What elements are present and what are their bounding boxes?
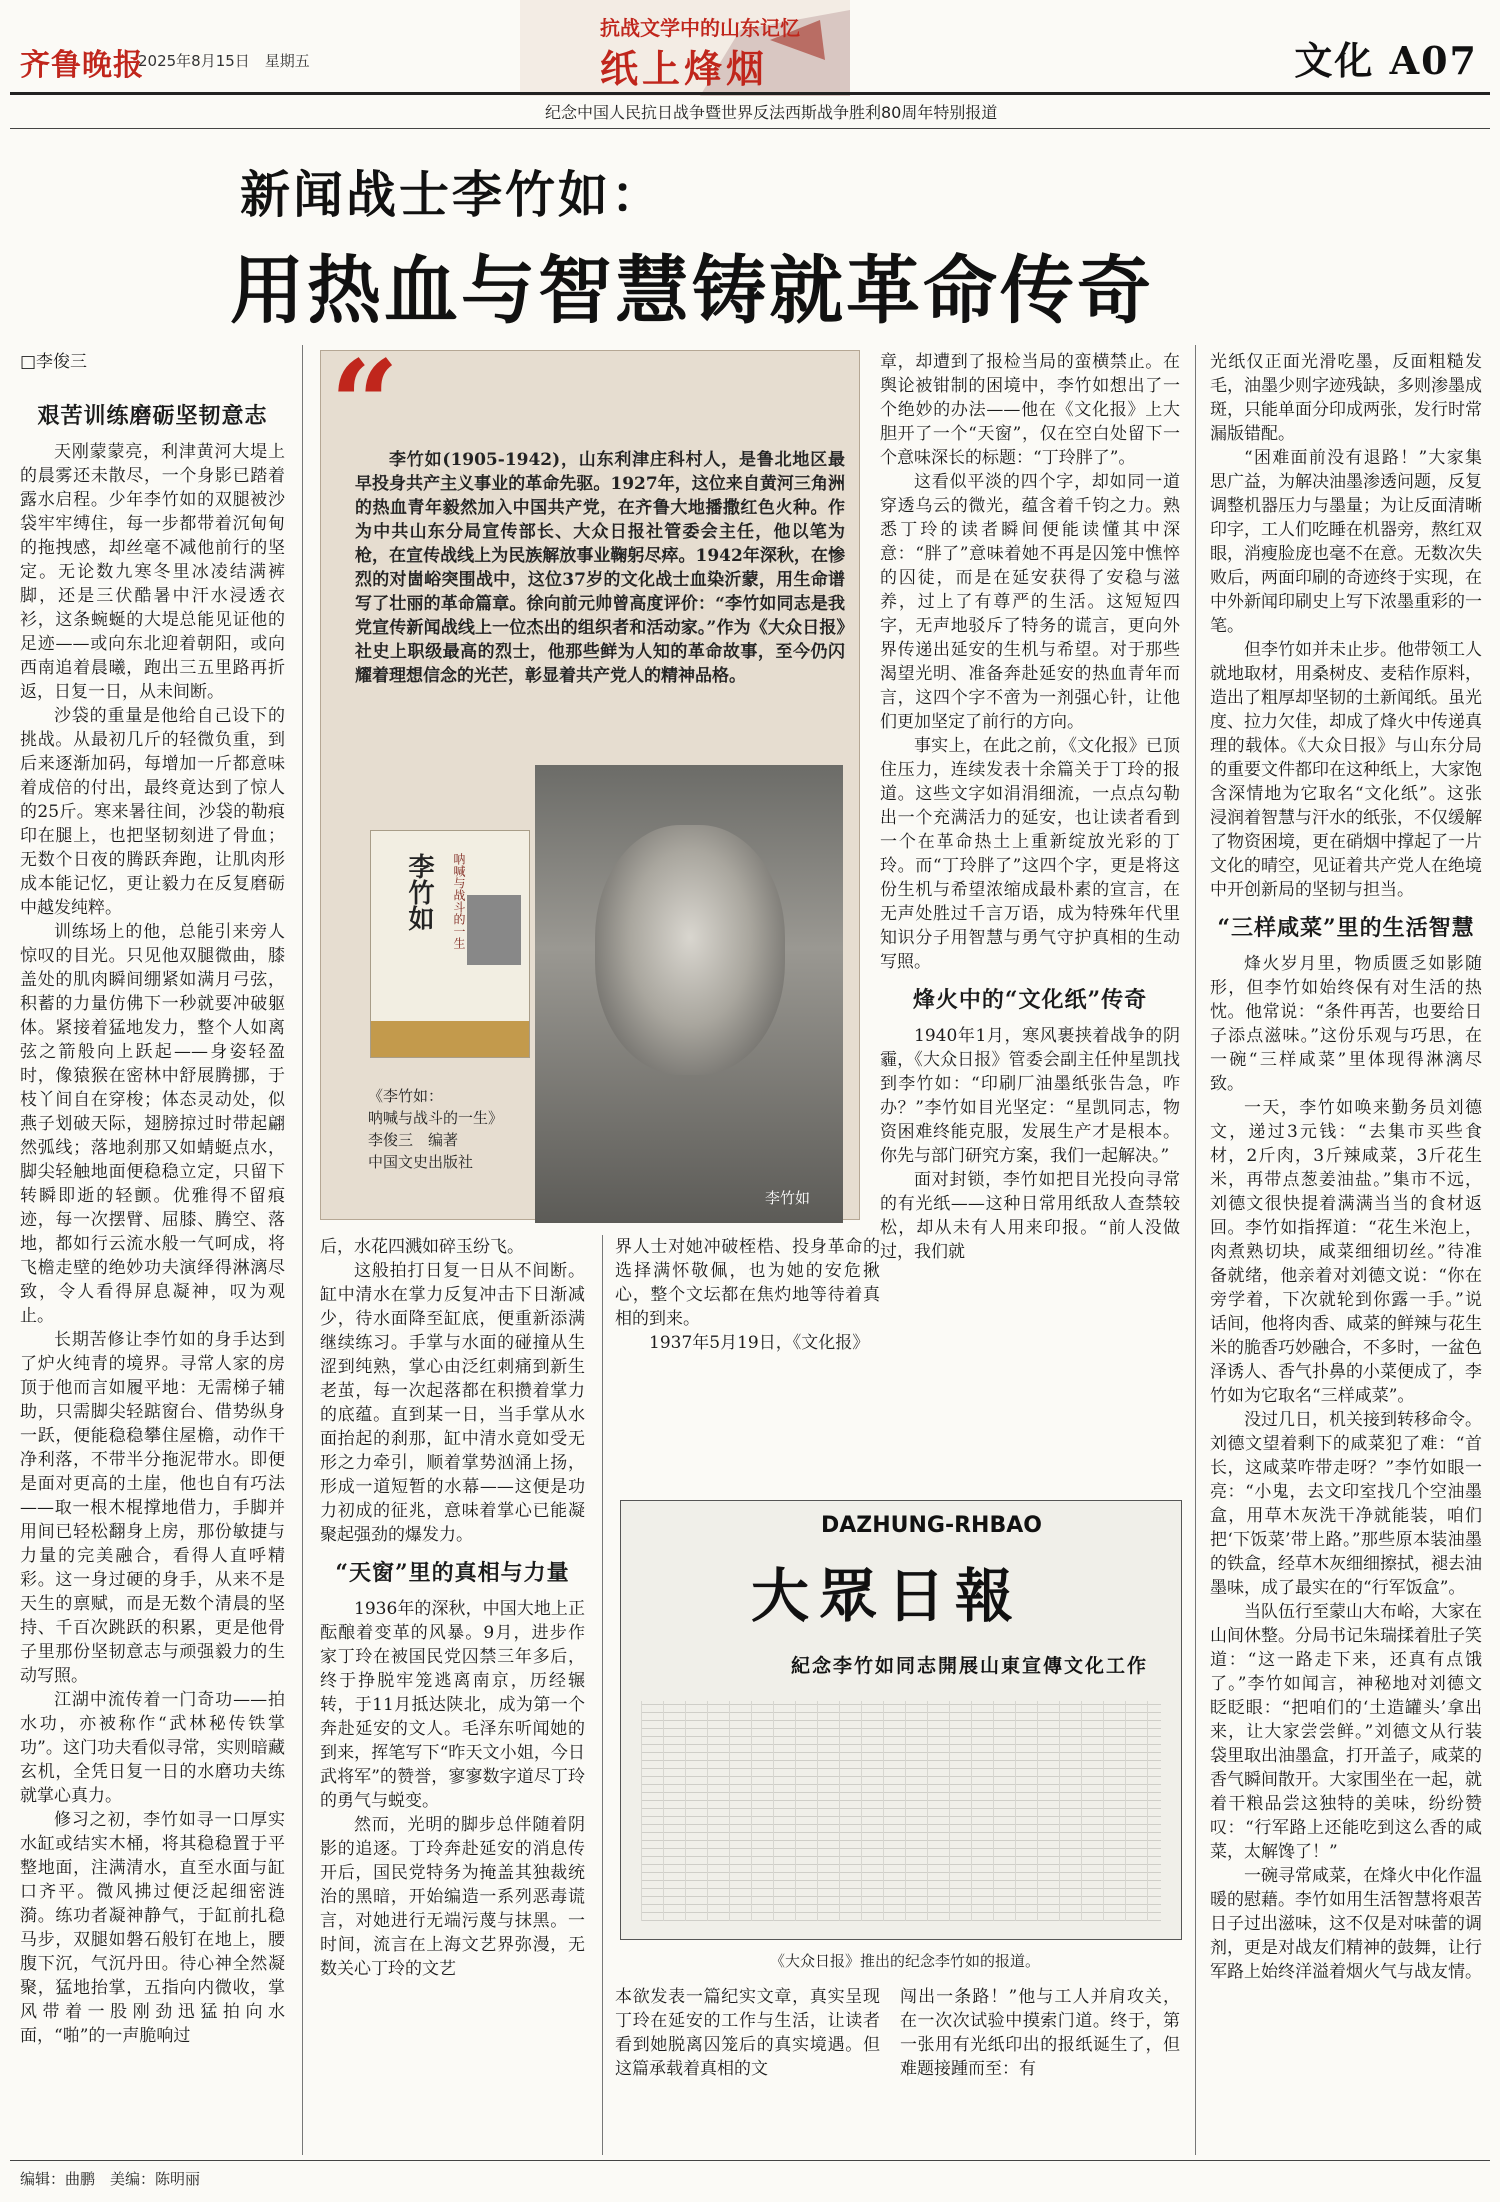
paragraph: 面对封锁，李竹如把目光投向寻常的有光纸——这种日常用纸敌人查禁较松，却从未有人用来印报。“前人没做过，我们就 xyxy=(880,1170,1180,1262)
section-heading-3: 烽火中的“文化纸”传奇 xyxy=(912,987,1148,1013)
book-cover-subtitle: 呐喊与战斗的一生 xyxy=(452,853,466,949)
column-5 xyxy=(1210,350,1482,2155)
paragraph-continued: 后，水花四溅如碎玉纷飞。 xyxy=(320,1237,524,1257)
headline-line1: 新闻战士李竹如： xyxy=(240,165,664,224)
section-heading-1: 艰苦训练磨砺坚韧意志 xyxy=(37,403,268,429)
book-caption-line: 李俊三 编著 xyxy=(368,1131,459,1149)
portrait-photo xyxy=(535,765,843,1223)
newspaper-caption: 《大众日报》推出的纪念李竹如的报道。 xyxy=(769,1952,1040,1970)
newspaper-headline: 紀念李竹如同志開展山東宣傳文化工作 xyxy=(791,1655,1149,1677)
column-divider xyxy=(1195,345,1196,2155)
newspaper-text-columns xyxy=(641,1701,1161,1921)
section-page-label: 文化 A07 xyxy=(1294,38,1478,83)
paragraph: 训练场上的他，总能引来旁人惊叹的目光。只见他双腿微曲，膝盖处的肌肉瞬间绷紧如满月弓弦，积蓄的力量仿佛下一秒就要冲破躯体。紧接着猛地发力，整个人如离弦之箭般向上跃起——身姿轻盈时，像猿猴在密林中舒展腾挪，于枝丫间自在穿梭；体态灵动处，似燕子划破天际，翅膀掠过时带起翩然弧线；落地刹那又如蜻蜓点水，脚尖轻触地面便稳稳立定，只留下转瞬即逝的轻颤。优雅得不留痕迹，每一次摆臂、屈膝、腾空、落地，都如行云流水般一气呵成，将飞檐走壁的绝妙功夫演绎得淋漓尽致，令人看得屏息凝神，叹为观止。 xyxy=(20,922,285,1326)
book-cover xyxy=(370,830,530,1058)
paragraph-continued: 界人士对她冲破桎梏、投身革命的选择满怀敬佩，也为她的安危揪心，整个文坛都在焦灼地等待着真相的到来。 xyxy=(615,1237,880,1329)
banner-subtitle: 抗战文学中的山东记忆 xyxy=(600,16,800,40)
paragraph: 1940年1月，寒风裹挟着战争的阴霾，《大众日报》管委会副主任仲星凯找到李竹如：“印刷厂油墨纸张告急，咋办？”李竹如目光坚定：“星凯同志，物资困难终能克服，发展生产才是根本。你先与部门研究方案，我们一起解决。” xyxy=(880,1026,1180,1166)
section-heading-4: “三样咸菜”里的生活智慧 xyxy=(1217,915,1475,941)
paragraph: 江湖中流传着一门奇功——拍水功，亦被称作“武林秘传铁掌功”。这门功夫看似寻常，实则暗藏玄机，全凭日复一日的水磨功夫练就掌心真力。 xyxy=(20,1690,285,1806)
book-caption-line: 中国文史出版社 xyxy=(368,1153,474,1171)
paragraph-continued: 本欲发表一篇纪实文章，真实呈现丁玲在延安的工作与生活，让读者看到她脱离囚笼后的真实境遇。但这篇承载着真相的文 xyxy=(615,1987,880,2079)
newspaper-romanized-name: DAZHUNG-RHBAO xyxy=(821,1513,1042,1538)
paragraph: 沙袋的重量是他给自己设下的挑战。从最初几斤的轻微负重，到后来逐渐加码，每增加一斤都意味着成倍的付出，最终竟达到了惊人的25斤。寒来暑往间，沙袋的勒痕印在腿上，也把坚韧刻进了骨血；无数个日夜的腾跃奔跑，让肌肉形成本能记忆，更让毅力在反复磨砺中越发纯粹。 xyxy=(20,706,285,918)
book-cover-photo xyxy=(467,895,521,965)
book-cover-band xyxy=(371,1021,529,1057)
column-4-bottom xyxy=(900,1985,1180,2155)
paragraph: 1937年5月19日，《文化报》 xyxy=(649,1333,870,1353)
column-3-lower xyxy=(615,1235,880,1475)
paragraph: 这看似平淡的四个字，却如同一道穿透乌云的微光，蕴含着千钧之力。熟悉丁玲的读者瞬间便能读懂其中深意：“胖了”意味着她不再是囚笼中憔悴的囚徒，而是在延安获得了安稳与滋养，过上了有尊严的生活。这短短四字，无声地驳斥了特务的谎言，更向外界传递出延安的生机与希望。对于那些渴望光明、准备奔赴延安的热血青年而言，这四个字不啻为一剂强心针，让他们更加坚定了前行的方向。 xyxy=(880,472,1180,732)
book-caption-line: 《李竹如： xyxy=(368,1087,444,1105)
intro-paragraph: 李竹如(1905-1942)，山东利津庄科村人，是鲁北地区最早投身共产主义事业的革命先驱。1927年，这位来自黄河三角洲的热血青年毅然加入中国共产党，在齐鲁大地播撒红色火种。作为中共山东分局宣传部长、大众日报社管委会主任，他以笔为枪，在宣传战线上为民族解放事业鞠躬尽瘁。1942年深秋，在惨烈的对崮峪突围战中，这位37岁的文化战士血染沂蒙，用生命谱写了壮丽的革命篇章。徐向前元帅曾高度评价：“李竹如同志是我党宣传新闻战线上一位杰出的组织者和活动家。”作为《大众日报》社史上职级最高的烈士，他那些鲜为人知的革命故事，至今仍闪耀着理想信念的光芒，彰显着共产党人的精神品格。 xyxy=(355,450,845,686)
top-rule xyxy=(10,92,1490,95)
byline: □李俊三 xyxy=(20,352,88,372)
editor-credits: 编辑：曲鹏 美编：陈明丽 xyxy=(20,2170,201,2188)
newspaper-logo: 齐鲁晚报 xyxy=(20,48,144,83)
footer-rule xyxy=(10,2160,1490,2161)
column-3-bottom xyxy=(615,1985,880,2155)
paragraph: 但李竹如并未止步。他带领工人就地取材，用桑树皮、麦秸作原料，造出了粗厚却坚韧的土新闻纸。虽光度、拉力欠佳，却成了烽火中传递真理的载体。《大众日报》与山东分局的重要文件都印在这种纸上，大家饱含深情地为它取名“文化纸”。这张浸润着智慧与汗水的纸张，不仅缓解了物资困境，更在硝烟中撑起了一片文化的晴空，见证着共产党人在绝境中开创新局的坚韧与担当。 xyxy=(1210,640,1482,900)
paragraph: 修习之初，李竹如寻一口厚实水缸或结实木桶，将其稳稳置于平整地面，注满清水，直至水面与缸口齐平。微风拂过便泛起细密涟漪。练功者凝神静气，于缸前扎稳马步，双腿如磐石般钉在地上，腰腹下沉，气沉丹田。待心神全然凝聚，猛地抬掌，五指向内微收，掌风带着一股刚劲迅猛拍向水面，“啪”的一声脆响过 xyxy=(20,1810,285,2046)
paragraph: 然而，光明的脚步总伴随着阴影的追逐。丁玲奔赴延安的消息传开后，国民党特务为掩盖其独裁统治的黑暗，开始编造一系列恶毒谎言，对她进行无端污蔑与抹黑。一时间，流言在上海文艺界弥漫，无数关心丁玲的文艺 xyxy=(320,1815,585,1979)
column-divider xyxy=(302,345,303,2155)
issue-date: 2025年8月15日 星期五 xyxy=(138,52,310,70)
column-3 xyxy=(880,350,1180,1480)
book-caption-line: 呐喊与战斗的一生》 xyxy=(368,1109,504,1127)
paragraph: 事实上，在此之前，《文化报》已顶住压力，连续发表十余篇关于丁玲的报道。这些文字如涓涓细流，一点点勾勒出一个充满活力的延安，也让读者看到一个在革命热土上重新绽放光彩的丁玲。而“丁玲胖了”这四个字，更是将这份生机与希望浓缩成最朴素的宣言，在无声处胜过千言万语，成为特殊年代里知识分子用智慧与勇气守护真相的生动写照。 xyxy=(880,736,1180,972)
paragraph-continued: 章，却遭到了报检当局的蛮横禁止。在舆论被钳制的困境中，李竹如想出了一个绝妙的办法——他在《文化报》上大胆开了一个“天窗”，仅在空白处留下一个意味深长的标题：“丁玲胖了”。 xyxy=(880,352,1180,468)
paragraph: 天刚蒙蒙亮，利津黄河大堤上的晨雾还未散尽，一个身影已踏着露水启程。少年李竹如的双腿被沙袋牢牢缚住，每一步都带着沉甸甸的拖拽感，却丝毫不减他前行的坚定。无论数九寒冬里冰凌结满裤脚，还是三伏酷暑中汗水浸透衣衫，这条蜿蜒的大堤总能见证他的足迹——或向东北迎着朝阳，或向西南追着晨曦，跑出三五里路再折返，日复一日，从未间断。 xyxy=(20,442,285,702)
special-report-line: 纪念中国人民抗日战争暨世界反法西斯战争胜利80周年特别报道 xyxy=(545,103,998,122)
newspaper-reproduction xyxy=(620,1500,1182,1940)
paragraph: 1936年的深秋，中国大地上正酝酿着变革的风暴。9月，进步作家丁玲在被国民党囚禁三年多后，终于挣脱牢笼逃离南京，历经辗转，于11月抵达陕北，成为第一个奔赴延安的文人。毛泽东听闻她的到来，挥笔写下“昨天文小姐，今日武将军”的赞誉，寥寥数字道尽丁玲的勇气与蜕变。 xyxy=(320,1599,585,1811)
headline-line2: 用热血与智慧铸就革命传奇 xyxy=(230,248,1154,334)
paragraph: 这般拍打日复一日从不间断。缸中清水在掌力反复冲击下日渐减少，待水面降至缸底，便重新添满继续练习。手掌与水面的碰撞从生涩到纯熟，掌心由泛红刺痛到新生老茧，每一次起落都在积攒着掌力的底蕴。直到某一日，当手掌从水面抬起的刹那，缸中清水竟如受无形之力牵引，顺着掌势汹涌上扬，形成一道短暂的水幕——这便是功力初成的征兆，意味着掌心已能凝聚起强劲的爆发力。 xyxy=(320,1261,585,1545)
intro-text xyxy=(355,448,845,688)
paragraph: 一碗寻常咸菜，在烽火中化作温暖的慰藉。李竹如用生活智慧将艰苦日子过出滋味，这不仅是对味蕾的调剂，更是对战友们精神的鼓舞，让行军路上始终洋溢着烟火气与战友情。 xyxy=(1210,1866,1482,1982)
book-caption xyxy=(368,1085,558,1173)
section-heading-2: “天窗”里的真相与力量 xyxy=(335,1560,570,1586)
column-divider xyxy=(602,1235,603,2155)
paragraph: 没过几日，机关接到转移命令。刘德文望着剩下的咸菜犯了难：“首长，这咸菜咋带走呀？”李竹如眼一亮：“小鬼，去文印室找几个空油墨盒，用草木灰洗干净就能装，咱们把‘下饭菜’带上路。”那些原本装油墨的铁盒，经草木灰细细擦拭，褪去油墨味，成了最实在的“行军饭盒”。 xyxy=(1210,1410,1482,1598)
banner-title: 纸上烽烟 xyxy=(600,46,769,91)
portrait-figure xyxy=(595,825,785,1075)
paragraph: 长期苦修让李竹如的身手达到了炉火纯青的境界。寻常人家的房顶于他而言如履平地：无需梯子辅助，只需脚尖轻踮窗台、借势纵身一跃，便能稳稳攀住屋檐，动作干净利落，不带半分拖泥带水。即便是面对更高的土崖，他也自有巧法——取一根木棍撑地借力，手脚并用间已轻松翻身上房，那份敏捷与力量的完美融合，看得人直呼精彩。这一身过硬的身手，从来不是天生的禀赋，而是无数个清晨的坚持、千百次跳跃的积累，更是他骨子里那份坚韧意志与顽强毅力的生动写照。 xyxy=(20,1330,285,1686)
paragraph-continued: 光纸仅正面光滑吃墨，反面粗糙发毛，油墨少则字迹残缺，多则渗墨成斑，只能单面分印成两张，发行时常漏版错配。 xyxy=(1210,352,1482,444)
paragraph: 当队伍行至蒙山大布峪，大家在山间休整。分局书记朱瑞揉着肚子笑道：“这一路走下来，还真有点饿了。”李竹如闻言，神秘地对刘德文眨眨眼：“把咱们的‘土造罐头’拿出来，让大家尝尝鲜。”刘德文从行装袋里取出油墨盒，打开盖子，咸菜的香气瞬间散开。大家围坐在一起，就着干粮品尝这独特的美味，纷纷赞叹：“行军路上还能吃到这么香的咸菜，太解馋了！” xyxy=(1210,1602,1482,1862)
paragraph: 一天，李竹如唤来勤务员刘德文，递过3元钱：“去集市买些食材，2斤肉，3斤辣咸菜，3斤花生米，再带点葱姜油盐。”集市不远，刘德文很快提着满满当当的食材返回。李竹如指挥道：“花生米泡上，肉煮熟切块，咸菜细细切丝。”待准备就绪，他亲着对刘德文说：“你在旁学着，下次就轮到你露一手。”说话间，他将肉香、咸菜的鲜辣与花生米的脆香巧妙融合，不多时，一盆色泽诱人、香气扑鼻的小菜便成了，李竹如为它取名“三样咸菜”。 xyxy=(1210,1098,1482,1406)
paragraph: 烽火岁月里，物质匮乏如影随形，但李竹如始终保有对生活的热忱。他常说：“条件再苦，也要给日子添点滋味。”这份乐观与巧思，在一碗“三样咸菜”里体现得淋漓尽致。 xyxy=(1210,954,1482,1094)
quote-mark-icon: “ xyxy=(330,334,400,475)
header-divider xyxy=(10,128,1490,129)
newspaper-calligraphy-title: 大眾日報 xyxy=(751,1562,1024,1630)
book-cover-title: 李竹如 xyxy=(404,853,434,931)
portrait-caption: 李竹如 xyxy=(765,1189,811,1207)
paragraph-continued: 闯出一条路！”他与工人并肩攻关，在一次次试验中摸索门道。终于，第一张用有光纸印出的报纸诞生了，但难题接踵而至：有 xyxy=(900,1987,1180,2079)
paragraph: “困难面前没有退路！”大家集思广益，为解决油墨渗透问题，反复调整机器压力与墨量；为让反面清晰印字，工人们吃睡在机器旁，熬红双眼，消瘦脸庞也毫不在意。无数次失败后，两面印刷的奇迹终于实现，在中外新闻印刷史上写下浓墨重彩的一笔。 xyxy=(1210,448,1482,636)
column-1 xyxy=(20,350,285,2150)
column-2-lower xyxy=(320,1235,585,2150)
